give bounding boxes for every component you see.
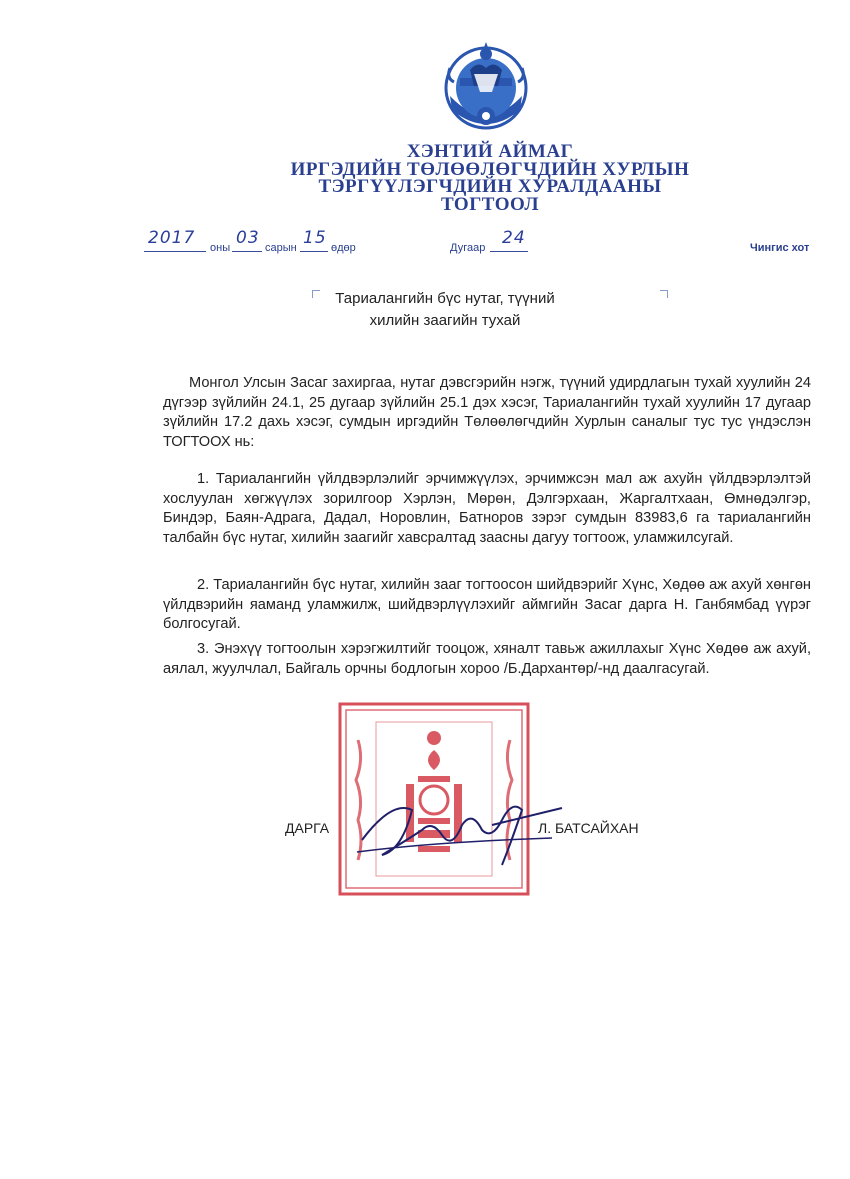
place-name: Чингис хот — [750, 242, 810, 254]
intro-paragraph: Монгол Улсын Засаг захиргаа, нутаг дэвсгэрийн нэгж, түүний удирдлагын тухай хуулийн 24 дүгээр зүйлийн 24.1, 25 дугаар зүйлийн 25.1 дэх хэсэг, Тариалангийн тухай хуулийн 17 дугаар зүйлийн 17.2 дахь хэсэг, сумдын иргэдийн Төлөөлөгчдийн Хурлын саналыг тус тус үндэслэн ТОГТООХ нь: — [163, 375, 811, 450]
document-title-line-2: хилийн заагийн тухай — [369, 312, 521, 329]
year-label: оны — [210, 242, 231, 254]
title-corner-right — [660, 290, 668, 298]
header-line-4: ТОГТООЛ — [441, 194, 539, 215]
number-label: Дугаар — [450, 242, 486, 254]
header-line-2: ИРГЭДИЙН ТӨЛӨӨЛӨГЧДИЙН ХУРЛЫН — [290, 159, 690, 180]
day-underline — [300, 251, 328, 252]
header-line-1: ХЭНТИЙ АЙМАГ — [406, 141, 574, 162]
resolution-item-1: 1. Тариалангийн үйлдвэрлэлийг эрчимжүүлэх, эрчимжсэн мал аж ахуйн үйлдвэрлэлтэй хослуулан хөгжүүлэх зорилгоор Хэрлэн, Мөрөн, Дэлгэрхаан, Жаргалтхаан, Өмнөдэлгэр, Биндэр, Баян-Адрага, Дадал, Норовлин, Батноров зэрэг сумдын 83983,6 га тариалангийн талбайн бүс нутаг, хилийн заагийг хавсралтад заасны дагуу тогтоож, уламжилсугай. — [163, 471, 811, 546]
date-line — [0, 228, 850, 258]
year-underline — [144, 251, 206, 252]
signatory-title: ДАРГА — [285, 820, 330, 836]
document-title-line-1: Тариалангийн бүс нутаг, түүний — [335, 290, 555, 307]
document-number: 24 — [502, 228, 526, 248]
date-year: 2017 — [148, 228, 196, 248]
signatory-name: Л. БАТСАЙХАН — [538, 820, 639, 836]
date-day: 15 — [303, 228, 327, 248]
month-underline — [232, 251, 262, 252]
resolution-item-3: 3. Энэхүү тогтоолын хэрэгжилтийг тооцож, хяналт тавьж ажиллахыг Хүнс Хөдөө аж ахуй, аялал, жуулчлал, Байгаль орчны бодлогын хороо /Б.Дархантөр/-нд даалгасугай. — [163, 641, 811, 677]
resolution-item-2: 2. Тариалангийн бүс нутаг, хилийн зааг тогтоосон шийдвэрийг Хүнс, Хөдөө аж ахуй хөнгөн үйлдвэрийн яаманд уламжилж, шийдвэрлүүлэхийг аймгийн Засаг дарга Н. Ганбямбад үүрэг болгосугай. — [163, 577, 811, 632]
day-label: өдөр — [331, 242, 356, 254]
header-line-3: ТЭРГҮҮЛЭГЧДИЙН ХУРАЛДААНЫ — [318, 176, 662, 197]
month-label: сарын — [265, 242, 297, 254]
date-month: 03 — [236, 228, 260, 248]
number-underline — [490, 251, 528, 252]
state-emblem-icon — [440, 38, 532, 134]
